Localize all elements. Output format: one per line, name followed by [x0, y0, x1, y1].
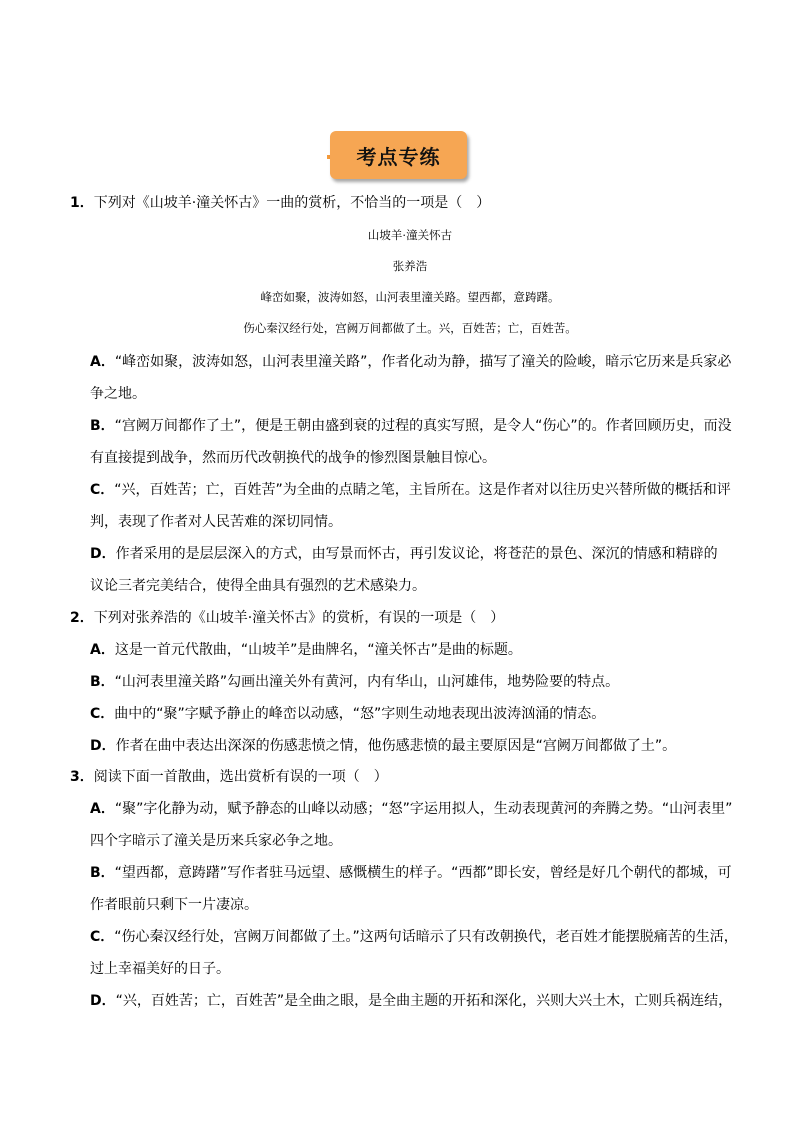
poem-title: 山坡羊·潼关怀古: [367, 228, 453, 242]
option-a-cont: 争之地。: [90, 386, 146, 402]
option-c-cont: 过上幸福美好的日子。: [90, 961, 230, 977]
question-1-stem: 1．下列对《山坡羊·潼关怀古》一曲的赏析，不恰当的一项是（ ）: [70, 195, 491, 211]
option-d: D．“兴，百姓苦；亡，百姓苦”是全曲之眼，是全曲主题的开拓和深化，兴则大兴土木，亡则兵祸连结，: [90, 993, 733, 1009]
option-a-cont: 四个字暗示了潼关是历来兵家必争之地。: [90, 833, 342, 849]
option-a: A．“峰峦如聚，波涛如怒，山河表里潼关路”，作者化动为静，描写了潼关的险峻，暗示它历来是兵家必: [90, 354, 732, 370]
option-b: B．“宫阙万间都作了土”，便是王朝由盛到衰的过程的真实写照，是令人“伤心”的。作者回顾历史，而没: [90, 418, 732, 434]
option-a: A．“聚”字化静为动，赋予静态的山峰以动感；“怒”字运用拟人，生动表现黄河的奔腾之势。“山河表里”: [90, 801, 733, 817]
poem-line-1: 峰峦如聚，波涛如怒，山河表里潼关路。望西都，意踌躇。: [260, 290, 560, 304]
option-c: C．“伤心秦汉经行处，宫阙万间都做了土。”这两句话暗示了只有改朝换代，老百姓才能摆脱痛苦的生活，: [90, 929, 738, 945]
poem-author: 张养浩: [392, 259, 428, 273]
option-b-cont: 有直接提到战争，然而历代改朝换代的战争的惨烈图景触目惊心。: [90, 450, 496, 466]
section-title: 考点专练: [330, 131, 467, 179]
option-b: B．“望西都，意踌躇”写作者驻马远望、感慨横生的样子。“西都”即长安，曾经是好几个朝代的都城，可: [90, 865, 732, 881]
option-d: D．作者在曲中表达出深深的伤感悲愤之情，他伤感悲愤的最主要原因是“宫阙万间都做了土”。: [90, 738, 677, 754]
question-number: 1．: [70, 195, 94, 211]
option-b-cont: 作者眼前只剩下一片凄凉。: [90, 897, 258, 913]
poem-line-2: 伤心秦汉经行处，宫阙万间都做了土。兴，百姓苦；亡，百姓苦。: [243, 321, 577, 335]
option-a: A．这是一首元代散曲，“山坡羊”是曲牌名，“潼关怀古”是曲的标题。: [90, 642, 522, 658]
option-b: B．“山河表里潼关路”勾画出潼关外有黄河，内有华山，山河雄伟，地势险要的特点。: [90, 674, 620, 690]
question-3-stem: 3．阅读下面一首散曲，选出赏析有误的一项（ ）: [70, 769, 388, 785]
option-c-cont: 判，表现了作者对人民苦难的深切同情。: [90, 514, 342, 530]
option-d: D．作者采用的是层层深入的方式，由写景而怀古，再引发议论，将苍茫的景色、深沉的情感和精辟的: [90, 546, 718, 562]
section-badge: [327, 131, 467, 181]
option-c: C．曲中的“聚”字赋予静止的峰峦以动感，“怒”字则生动地表现出波涛汹涌的情态。: [90, 706, 606, 722]
question-2-stem: 2．下列对张养浩的《山坡羊·潼关怀古》的赏析，有误的一项是（ ）: [70, 610, 505, 626]
question-number: 2．: [70, 610, 94, 626]
question-number: 3．: [70, 769, 94, 785]
option-d-cont: 议论三者完美结合，使得全曲具有强烈的艺术感染力。: [90, 578, 426, 594]
option-c: C．“兴，百姓苦；亡，百姓苦”为全曲的点睛之笔，主旨所在。这是作者对以往历史兴替所做的概括和评: [90, 482, 731, 498]
